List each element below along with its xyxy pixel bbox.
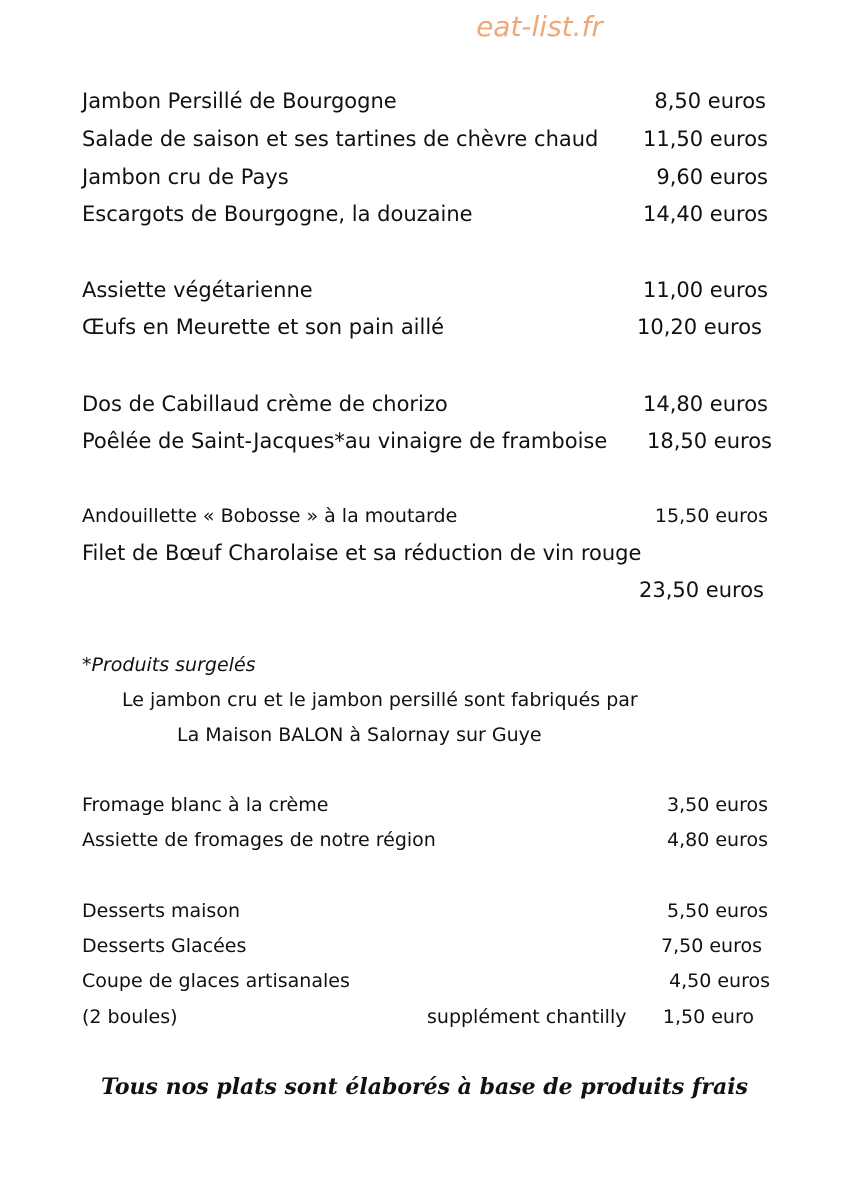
item-name: (2 boules) xyxy=(82,1006,178,1028)
menu-item xyxy=(82,275,772,305)
item-price: 4,80 euros xyxy=(667,829,768,851)
item-name: Jambon Persillé de Bourgogne xyxy=(82,89,397,113)
menu-item xyxy=(82,86,772,116)
item-name: Assiette végétarienne xyxy=(82,278,313,302)
item-name: Desserts Glacées xyxy=(82,935,247,957)
producer-note-line1: Le jambon cru et le jambon persillé sont fabriqués par xyxy=(122,689,638,711)
menu-item xyxy=(82,1002,772,1032)
footer-statement: Tous nos plats sont élaborés à base de produits frais xyxy=(101,1074,748,1100)
frozen-products-note: *Produits surgelés xyxy=(82,654,256,676)
item-price: 15,50 euros xyxy=(654,505,768,527)
menu-item xyxy=(82,501,772,531)
item-price: 11,50 euros xyxy=(643,127,768,151)
menu-item xyxy=(82,199,772,229)
item-price: 9,60 euros xyxy=(656,165,768,189)
item-name: Poêlée de Saint-Jacques*au vinaigre de framboise xyxy=(82,429,608,453)
item-name: Coupe de glaces artisanales xyxy=(82,970,350,992)
menu-item xyxy=(82,790,772,820)
menu-item xyxy=(82,538,772,568)
item-price: 5,50 euros xyxy=(667,900,768,922)
item-price: 10,20 euros xyxy=(637,315,762,339)
menu-item xyxy=(82,312,772,342)
item-name: Jambon cru de Pays xyxy=(82,165,289,189)
item-name: Andouillette « Bobosse » à la moutarde xyxy=(82,505,458,527)
item-name: Assiette de fromages de notre région xyxy=(82,829,436,851)
item-name: Fromage blanc à la crème xyxy=(82,794,329,816)
item-price: 7,50 euros xyxy=(661,935,762,957)
menu-item xyxy=(82,825,772,855)
item-price: 14,80 euros xyxy=(643,392,768,416)
menu-item xyxy=(82,931,772,961)
item-name: Dos de Cabillaud crème de chorizo xyxy=(82,392,448,416)
item-price: 3,50 euros xyxy=(667,794,768,816)
watermark: eat-list.fr xyxy=(476,10,603,43)
menu-item xyxy=(82,389,772,419)
producer-note-line2: La Maison BALON à Salornay sur Guye xyxy=(177,724,542,746)
item-name: Filet de Bœuf Charolaise et sa réduction de vin rouge xyxy=(82,541,642,565)
item-price: 1,50 euro xyxy=(662,1006,754,1028)
item-name: Salade de saison et ses tartines de chèvre chaud xyxy=(82,127,599,151)
menu-item xyxy=(82,162,772,192)
item-price: 4,50 euros xyxy=(669,970,770,992)
supplement-label: supplément chantilly xyxy=(427,1006,627,1028)
item-price: 14,40 euros xyxy=(643,202,768,226)
item-name: Œufs en Meurette et son pain aillé xyxy=(82,315,445,339)
menu-item xyxy=(82,426,772,456)
item-name: Desserts maison xyxy=(82,900,241,922)
item-price: 11,00 euros xyxy=(643,278,768,302)
menu-item xyxy=(82,896,772,926)
menu-item xyxy=(82,124,772,154)
item-price: 8,50 euros xyxy=(654,89,766,113)
menu-item-price-line xyxy=(82,575,772,605)
item-name: Escargots de Bourgogne, la douzaine xyxy=(82,202,473,226)
menu-item xyxy=(82,966,772,996)
item-price: 23,50 euros xyxy=(639,578,764,602)
item-price: 18,50 euros xyxy=(647,429,772,453)
